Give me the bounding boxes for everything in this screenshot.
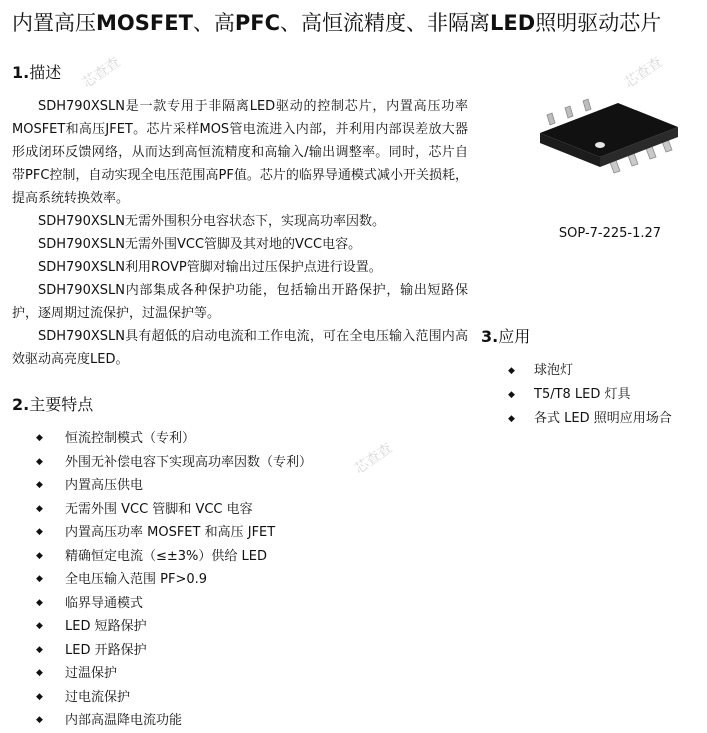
list-item: ◆ 外围无补偿电容下实现高功率因数（专利） — [36, 451, 312, 475]
diamond-bullet-icon: ◆ — [36, 644, 43, 655]
diamond-bullet-icon: ◆ — [36, 480, 43, 490]
section-heading-description: 1.描述 — [12, 63, 62, 82]
list-item: ◆ 各式 LED 照明应用场合 — [508, 407, 672, 431]
list-item: ◆ 全电压输入范围 PF>0.9 — [36, 568, 312, 592]
watermark: 芯查查 — [79, 54, 124, 92]
list-item: ◆ 内置高压功率 MOSFET 和高压 JFET — [36, 521, 312, 545]
description-paragraph: SDH790XSLN内部集成各种保护功能，包括输出开路保护，输出短路保护，逐周期过流保护，过温保护等。 — [12, 283, 468, 321]
diamond-bullet-icon: ◆ — [36, 668, 43, 678]
watermark: 芯查查 — [621, 54, 666, 92]
description-paragraph: SDH790XSLN无需外围积分电容状态下，实现高功率因数。 — [38, 214, 385, 229]
watermark: 芯查查 — [351, 440, 396, 478]
diamond-bullet-icon: ◆ — [36, 621, 43, 631]
diamond-bullet-icon: ◆ — [36, 527, 43, 537]
section-heading-features: 2.主要特点 — [12, 395, 94, 414]
diamond-bullet-icon: ◆ — [36, 503, 43, 514]
diamond-bullet-icon: ◆ — [36, 715, 43, 725]
application-list — [508, 359, 672, 431]
section-heading-applications: 3.应用 — [481, 327, 531, 346]
package-label: SOP-7-225-1.27 — [558, 226, 662, 241]
diamond-bullet-icon: ◆ — [508, 414, 515, 424]
diamond-bullet-icon: ◆ — [36, 456, 43, 467]
list-item: ◆ LED 短路保护 — [36, 615, 312, 639]
list-item: ◆ 过电流保护 — [36, 686, 312, 710]
description-paragraph: SDH790XSLN具有超低的启动电流和工作电流，可在全电压输入范围内高效驱动高亮度LED。 — [12, 329, 468, 367]
list-item: ◆ T5/T8 LED 灯具 — [508, 383, 672, 407]
description-paragraph: SDH790XSLN利用ROVP管脚对输出过压保护点进行设置。 — [38, 260, 382, 275]
list-item: ◆ 内部高温降电流功能 — [36, 709, 312, 733]
diamond-bullet-icon: ◆ — [36, 691, 43, 702]
diamond-bullet-icon: ◆ — [508, 390, 515, 400]
list-item: ◆ 恒流控制模式（专利） — [36, 427, 312, 451]
list-item: ◆ 精确恒定电流（≤±3%）供给 LED — [36, 545, 312, 569]
list-item: ◆ 球泡灯 — [508, 359, 672, 383]
diamond-bullet-icon: ◆ — [508, 366, 515, 376]
diamond-bullet-icon: ◆ — [36, 597, 43, 608]
chip-package-image — [530, 95, 690, 195]
list-item: ◆ LED 开路保护 — [36, 639, 312, 663]
diamond-bullet-icon: ◆ — [36, 433, 43, 443]
list-item: ◆ 临界导通模式 — [36, 592, 312, 616]
list-item: ◆ 无需外围 VCC 管脚和 VCC 电容 — [36, 498, 312, 522]
feature-list — [36, 427, 312, 733]
list-item: ◆ 内置高压供电 — [36, 474, 312, 498]
diamond-bullet-icon: ◆ — [36, 574, 43, 584]
description-text — [12, 95, 468, 371]
description-paragraph: SDH790XSLN是一款专用于非隔离LED驱动的控制芯片，内置高压功率MOSFET和高压JFET。芯片采样MOS管电流进入内部，并利用内部误差放大器形成闭环反馈网络，从而达到高恒流精度和高输入/输出调整率。同时，芯片自带PFC控制，自动实现全电压范围高PF值。芯片的临界导通模式减小开关损耗，提高系统转换效率。 — [12, 99, 468, 206]
page-title: 内置高压MOSFET、高PFC、高恒流精度、非隔离LED照明驱动芯片 — [12, 11, 662, 35]
description-paragraph: SDH790XSLN无需外围VCC管脚及其对地的VCC电容。 — [38, 237, 362, 252]
list-item: ◆ 过温保护 — [36, 662, 312, 686]
diamond-bullet-icon: ◆ — [36, 550, 43, 561]
